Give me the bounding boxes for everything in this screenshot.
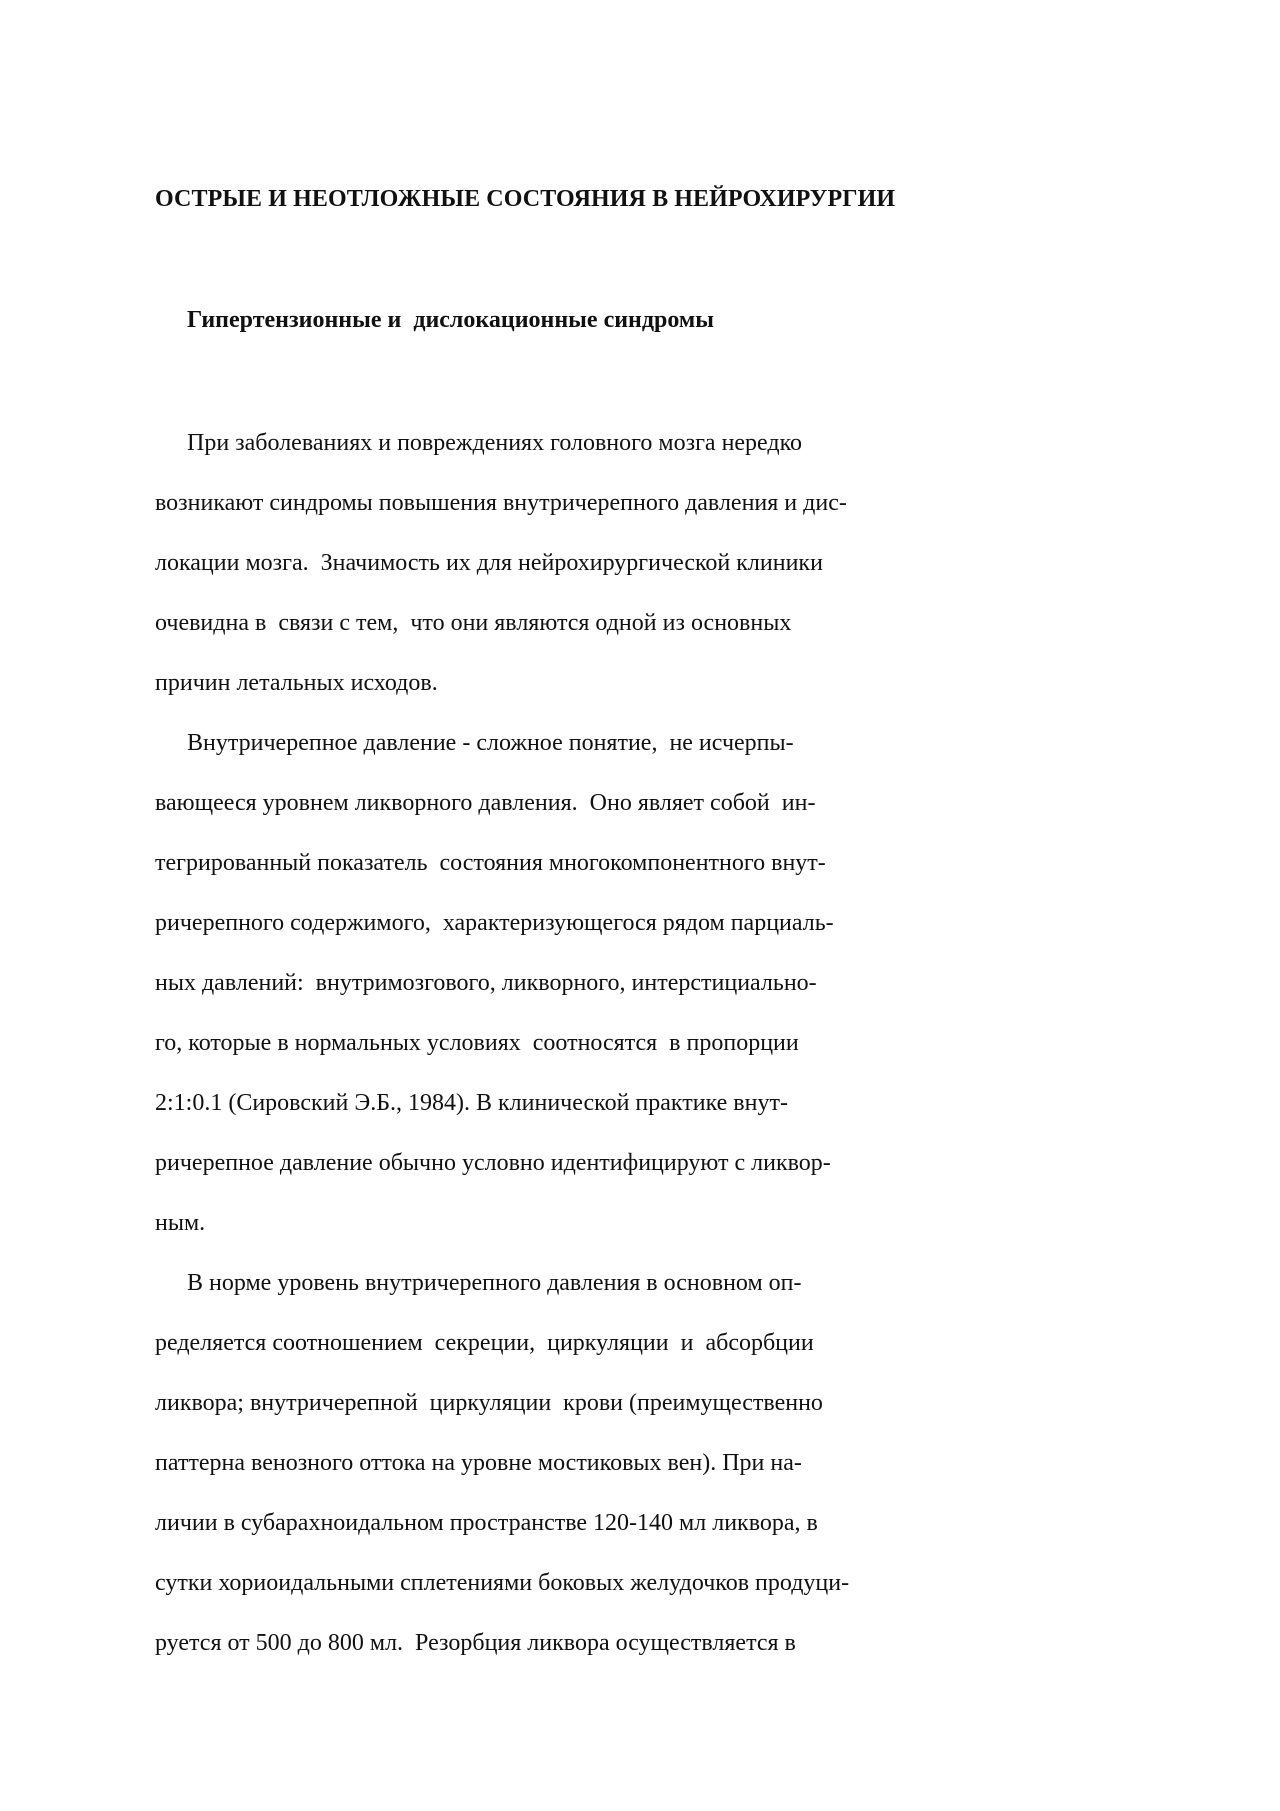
page-title: ОСТРЫЕ И НЕОТЛОЖНЫЕ СОСТОЯНИЯ В НЕЙРОХИРУРГИИ [155,186,896,212]
text-line: возникают синдромы повышения внутричерепного давления и дис- [155,490,847,516]
text-line: локации мозга. Значимость их для нейрохирургической клиники [155,550,823,576]
text-line: вающееся уровнем ликворного давления. Оно являет собой ин- [155,790,816,816]
text-line: ричерепного содержимого, характеризующегося рядом парциаль- [155,910,834,936]
text-line: ных давлений: внутримозгового, ликворного, интерстициально- [155,970,817,996]
text-line: ным. [155,1210,206,1236]
body-text [155,424,1155,1684]
text-line: очевидна в связи с тем, что они являются одной из основных [155,610,792,636]
text-line: причин летальных исходов. [155,670,438,696]
text-line: личии в субарахноидальном пространстве 120-140 мл ликвора, в [155,1510,818,1536]
text-line: тегрированный показатель состояния многокомпонентного внут- [155,850,826,876]
section-heading: Гипертензионные и дислокационные синдромы [187,307,714,333]
text-line: го, которые в нормальных условиях соотносятся в пропорции [155,1030,799,1056]
text-line: ликвора; внутричерепной циркуляции крови (преимущественно [155,1390,823,1416]
text-line: В норме уровень внутричерепного давления в основном оп- [187,1270,802,1296]
text-line: ричерепное давление обычно условно идентифицируют с ликвор- [155,1150,831,1176]
text-line: При заболеваниях и повреждениях головного мозга нередко [187,430,803,456]
text-line: Внутричерепное давление - сложное понятие, не исчерпы- [187,730,794,756]
text-line: паттерна венозного оттока на уровне мостиковых вен). При на- [155,1450,802,1476]
text-line: сутки хориоидальными сплетениями боковых желудочков продуци- [155,1570,850,1596]
text-line: 2:1:0.1 (Сировский Э.Б., 1984). В клинической практике внут- [155,1090,788,1116]
text-line: руется от 500 до 800 мл. Резорбция ликвора осуществляется в [155,1630,796,1656]
text-line: ределяется соотношением секреции, циркуляции и абсорбции [155,1330,814,1356]
